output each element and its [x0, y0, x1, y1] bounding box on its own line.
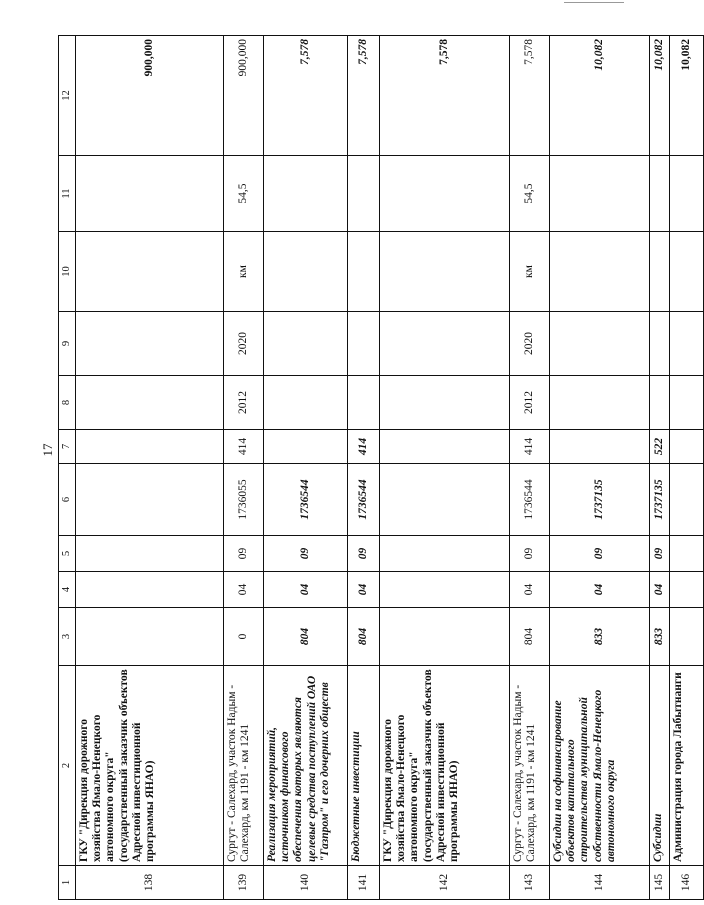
cell-row-number: 138 [76, 866, 224, 900]
cell-name: Сургут - Салехард, участок Надым - Салехард, км 1191 - км 1241 [510, 666, 550, 866]
cell-col3 [76, 608, 224, 666]
table-row [550, 36, 650, 900]
cell-col10 [264, 232, 348, 312]
cell-row-number: 139 [224, 866, 264, 900]
header-cell: 1 [59, 866, 76, 900]
cell-col12: 7,578 [264, 36, 348, 156]
cell-col3: 0 [224, 608, 264, 666]
cell-col8 [264, 376, 348, 430]
cell-col11 [348, 156, 380, 232]
table-row [264, 36, 348, 900]
cell-name: Бюджетные инвестиции [348, 666, 380, 866]
cell-col6 [380, 464, 510, 536]
cell-col3: 804 [348, 608, 380, 666]
table-row [670, 36, 704, 900]
cell-col12: 900,000 [224, 36, 264, 156]
cell-col12: 900,000 [76, 36, 224, 156]
cell-row-number: 143 [510, 866, 550, 900]
cell-col8 [76, 376, 224, 430]
header-cell: 3 [59, 608, 76, 666]
cell-col4: 04 [264, 572, 348, 608]
cell-col11: 54,5 [224, 156, 264, 232]
cell-col8 [348, 376, 380, 430]
cell-col9 [670, 312, 704, 376]
cell-col9 [76, 312, 224, 376]
table-row [380, 36, 510, 900]
cell-col6: 1737135 [550, 464, 650, 536]
cell-col4: 04 [550, 572, 650, 608]
page-number: 17 [40, 443, 55, 457]
cell-col7 [380, 430, 510, 464]
cell-name: ГКУ "Дирекция дорожного хозяйства Ямало-Ненецкого автономного округа" (государственный заказчик объектов Адресной инвестиционной программы ЯНАО) [380, 666, 510, 866]
cell-col3: 804 [510, 608, 550, 666]
cell-col4 [380, 572, 510, 608]
cell-col11 [650, 156, 670, 232]
cell-col10 [670, 232, 704, 312]
cell-col9 [550, 312, 650, 376]
cell-col6 [670, 464, 704, 536]
cell-col4: 04 [650, 572, 670, 608]
cell-col6: 1736544 [264, 464, 348, 536]
cell-col12: 7,578 [348, 36, 380, 156]
cell-col12: 10,082 [670, 36, 704, 156]
cell-col7: 414 [348, 430, 380, 464]
cell-col8: 2012 [224, 376, 264, 430]
cell-col4: 04 [224, 572, 264, 608]
cell-col9: 2020 [510, 312, 550, 376]
cell-col4 [670, 572, 704, 608]
cell-col3: 833 [550, 608, 650, 666]
cell-col11 [670, 156, 704, 232]
cell-col3: 804 [264, 608, 348, 666]
cell-row-number: 145 [650, 866, 670, 900]
cell-col7: 522 [650, 430, 670, 464]
cell-col10 [380, 232, 510, 312]
cell-col9: 2020 [224, 312, 264, 376]
cell-col7: 414 [224, 430, 264, 464]
cell-col4: 04 [348, 572, 380, 608]
cell-col6: 1736055 [224, 464, 264, 536]
cell-col10: км [224, 232, 264, 312]
cell-col10: км [510, 232, 550, 312]
cell-col6: 1736544 [510, 464, 550, 536]
table-row [348, 36, 380, 900]
cell-col10 [650, 232, 670, 312]
cell-col7 [264, 430, 348, 464]
cell-col5: 09 [224, 536, 264, 572]
cell-col11 [550, 156, 650, 232]
cell-col5: 09 [264, 536, 348, 572]
cell-name: Сургут - Салехард, участок Надым - Салехард, км 1191 - км 1241 [224, 666, 264, 866]
header-cell: 6 [59, 464, 76, 536]
cell-col11: 54,5 [510, 156, 550, 232]
cell-col5: 09 [348, 536, 380, 572]
header-cell: 10 [59, 232, 76, 312]
cell-col8: 2012 [510, 376, 550, 430]
cell-col6 [76, 464, 224, 536]
cell-col5 [670, 536, 704, 572]
header-cell: 12 [59, 36, 76, 156]
cell-col11 [264, 156, 348, 232]
table-row [76, 36, 224, 900]
cell-col3 [380, 608, 510, 666]
scan-mark-line [564, 2, 624, 3]
header-cell: 5 [59, 536, 76, 572]
header-cell: 4 [59, 572, 76, 608]
cell-col4 [76, 572, 224, 608]
cell-row-number: 146 [670, 866, 704, 900]
cell-col7 [550, 430, 650, 464]
cell-col5: 09 [550, 536, 650, 572]
table-row [650, 36, 670, 900]
header-row [59, 36, 76, 900]
cell-col8 [650, 376, 670, 430]
header-cell: 2 [59, 666, 76, 866]
cell-row-number: 141 [348, 866, 380, 900]
cell-row-number: 140 [264, 866, 348, 900]
cell-col9 [650, 312, 670, 376]
cell-col5 [76, 536, 224, 572]
cell-col3 [670, 608, 704, 666]
cell-col5 [380, 536, 510, 572]
cell-col8 [380, 376, 510, 430]
cell-col7: 414 [510, 430, 550, 464]
budget-table [58, 35, 704, 900]
cell-col8 [550, 376, 650, 430]
cell-col12: 7,578 [510, 36, 550, 156]
cell-col5: 09 [510, 536, 550, 572]
cell-col4: 04 [510, 572, 550, 608]
cell-col6: 1737135 [650, 464, 670, 536]
cell-col11 [76, 156, 224, 232]
header-cell: 9 [59, 312, 76, 376]
cell-name: Субсидии [650, 666, 670, 866]
header-cell: 7 [59, 430, 76, 464]
cell-col12: 10,082 [650, 36, 670, 156]
header-cell: 11 [59, 156, 76, 232]
cell-name: Реализация мероприятий, источником финансового обеспечения которых являются целевые средства поступлений ОАО "Газпром" и его дочерних обществ [264, 666, 348, 866]
rotated-table-container [58, 36, 692, 900]
cell-col10 [76, 232, 224, 312]
table-row [510, 36, 550, 900]
cell-col11 [380, 156, 510, 232]
cell-col12: 10,082 [550, 36, 650, 156]
cell-col10 [348, 232, 380, 312]
cell-col9 [348, 312, 380, 376]
table-row [224, 36, 264, 900]
cell-name: ГКУ "Дирекция дорожного хозяйства Ямало-Ненецкого автономного округа" (государственный заказчик объектов Адресной инвестиционной программы ЯНАО) [76, 666, 224, 866]
cell-col3: 833 [650, 608, 670, 666]
header-cell: 8 [59, 376, 76, 430]
cell-col6: 1736544 [348, 464, 380, 536]
table-body [59, 36, 704, 900]
cell-col8 [670, 376, 704, 430]
cell-name: Субсидии на софинансирование объектов капитального строительства муниципальной собственности Ямало-Ненецкого автономного округа [550, 666, 650, 866]
cell-col7 [670, 430, 704, 464]
cell-col12: 7,578 [380, 36, 510, 156]
cell-col7 [76, 430, 224, 464]
cell-col5: 09 [650, 536, 670, 572]
cell-col10 [550, 232, 650, 312]
cell-col9 [380, 312, 510, 376]
cell-name: Администрация города Лабытнанги [670, 666, 704, 866]
cell-col9 [264, 312, 348, 376]
cell-row-number: 144 [550, 866, 650, 900]
cell-row-number: 142 [380, 866, 510, 900]
